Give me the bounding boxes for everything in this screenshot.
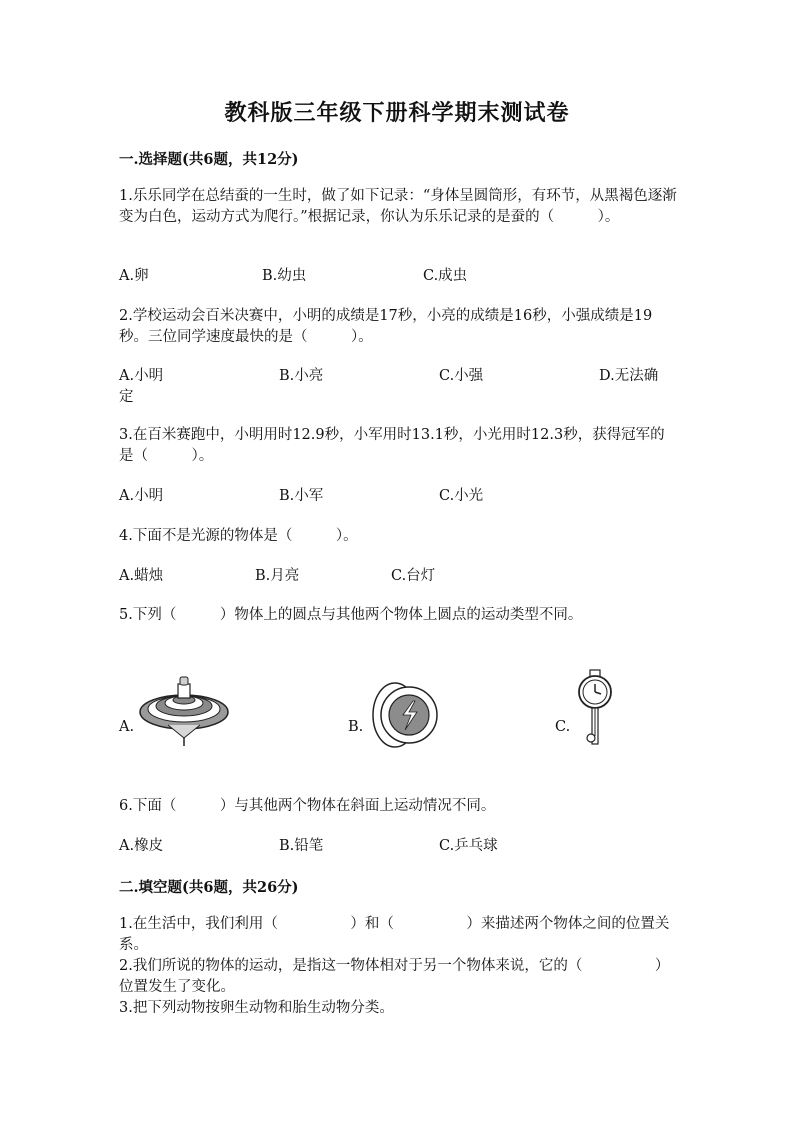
question-2-options	[119, 366, 679, 408]
option-a: A.	[119, 719, 135, 735]
yoyo-icon	[367, 680, 439, 750]
option-c: C.成虫	[423, 268, 468, 284]
question-6: 6.下面（ ）与其他两个物体在斜面上运动情况不同。	[119, 798, 496, 814]
option-a: A.蜡烛	[119, 568, 164, 584]
section-heading-choice: 一.选择题(共6题，共12分)	[119, 151, 299, 168]
question-2: 2.学校运动会百米决赛中，小明的成绩是17秒，小亮的成绩是16秒，小强成绩是19秒。三位同学速度最快的是（ ）。	[119, 308, 653, 345]
option-a: A.小明	[119, 368, 164, 384]
fill-question-1: 1.在生活中，我们利用（ ）和（ ）来描述两个物体之间的位置关系。	[119, 916, 670, 953]
option-a: A.卵	[119, 268, 149, 284]
option-b: B.铅笔	[279, 838, 324, 854]
option-c: C.小光	[439, 488, 484, 504]
question-4: 4.下面不是光源的物体是（ ）。	[119, 528, 358, 544]
section-heading-fill: 二.填空题(共6题，共26分)	[119, 879, 299, 896]
page-title: 教科版三年级下册科学期末测试卷	[224, 100, 570, 126]
option-b: B.	[348, 719, 364, 735]
option-c: C.乒乓球	[439, 838, 498, 854]
question-5: 5.下列（ ）物体上的圆点与其他两个物体上圆点的运动类型不同。	[119, 607, 583, 623]
option-a: A.小明	[119, 488, 164, 504]
option-b: B.月亮	[255, 568, 300, 584]
question-3: 3.在百米赛跑中，小明用时12.9秒，小军用时13.1秒，小光用时12.3秒，获得冠军的是（ ）。	[119, 427, 665, 464]
option-c: C.小强	[439, 368, 484, 384]
fill-question-2: 2.我们所说的物体的运动，是指这一物体相对于另一个物体来说，它的（ ）位置发生了变化。	[119, 958, 670, 995]
option-b: B.幼虫	[262, 268, 307, 284]
option-c: C.台灯	[391, 568, 436, 584]
pendulum-clock-icon	[575, 668, 615, 750]
option-d-wrap: 定	[119, 389, 134, 405]
fill-question-3: 3.把下列动物按卵生动物和胎生动物分类。	[119, 1000, 394, 1016]
option-b: B.小亮	[279, 368, 324, 384]
option-a: A.橡皮	[119, 838, 164, 854]
option-c: C.	[555, 719, 571, 735]
spinning-top-icon	[138, 672, 230, 748]
option-b: B.小军	[279, 488, 324, 504]
option-d: D.无法确	[599, 368, 659, 384]
question-1: 1.乐乐同学在总结蚕的一生时，做了如下记录：“身体呈圆筒形，有环节，从黑褐色逐渐变为白色，运动方式为爬行。”根据记录，你认为乐乐记录的是蚕的（ ）。	[119, 188, 677, 225]
